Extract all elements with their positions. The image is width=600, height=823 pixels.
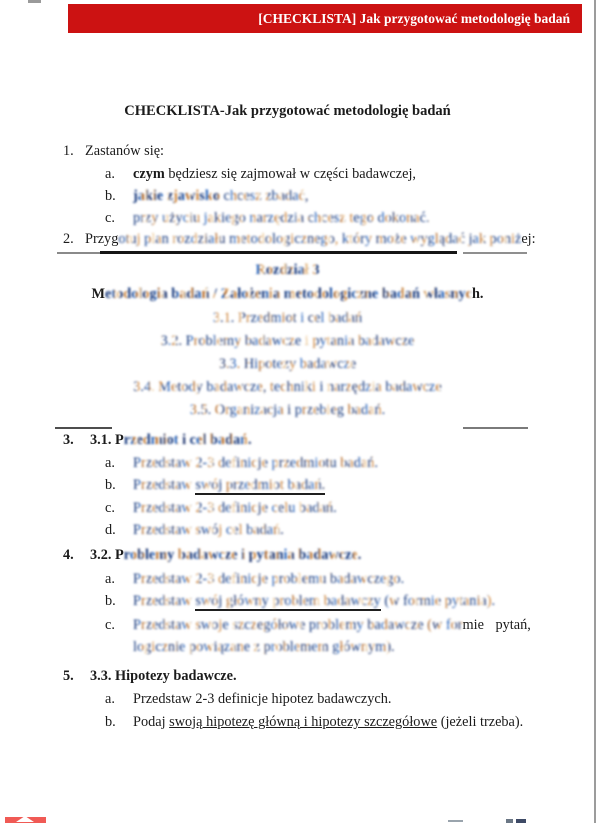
- item-letter: a.: [105, 166, 115, 182]
- list-item-3c: [105, 499, 337, 517]
- page-right-edge: [594, 0, 596, 823]
- toc-line-1: 3.1. Przedmiot i cel badań: [30, 309, 545, 327]
- footer-logo-notch: [16, 816, 34, 822]
- blurred-text: Przedstaw swój cel badań.: [133, 522, 284, 538]
- item-number: 4.: [63, 547, 74, 563]
- underlined-phrase: [195, 593, 380, 611]
- item-letter: a.: [105, 455, 115, 471]
- footer-faint-mark: [448, 820, 463, 822]
- footer-logo: [5, 817, 46, 823]
- blurred-text: Przedstaw: [133, 593, 196, 609]
- list-item-1c: [105, 209, 430, 227]
- underlined-phrase: [195, 477, 325, 495]
- blurred-text: otuj plan rozdziału metodologicznego, który może wyglądać jak poniż: [118, 231, 522, 247]
- toc-line-4: 3.4. Metody badawcze, techniki i narzędzia badawcze: [30, 378, 545, 396]
- horizontal-rule: [100, 251, 457, 254]
- item-text: Przyg: [85, 231, 119, 247]
- item-number: 5.: [63, 668, 74, 684]
- item-text-bold: czym: [133, 166, 165, 182]
- item-letter: d.: [105, 522, 116, 538]
- item-text: mie pytań,: [462, 617, 531, 633]
- item-number: 1.: [63, 143, 74, 159]
- blurred-text: Przedstaw 2-3 definicje celu badań.: [133, 500, 337, 516]
- list-item-4c-line2: [133, 638, 395, 656]
- item-text: Podaj: [133, 714, 170, 730]
- list-item-4a: [105, 570, 404, 588]
- blurred-text: logicznie powiązane z problemem głównym).: [133, 639, 395, 655]
- header-banner-text: [CHECKLISTA] Jak przygotować metodologię badań: [258, 10, 570, 26]
- item-letter: b.: [105, 477, 116, 493]
- blurred-text: Przedstaw 2-3 definicje problemu badawczego.: [133, 571, 405, 587]
- horizontal-rule: [57, 252, 100, 254]
- blurred-text: chcesz zbadać,: [223, 188, 309, 204]
- horizontal-rule: [463, 252, 527, 254]
- heading-lead: 3.2. P: [90, 547, 124, 563]
- item-text: ej:: [521, 231, 536, 247]
- blurred-text: swój główny problem badawczy: [195, 593, 381, 609]
- scan-artifact-speck: [28, 0, 41, 3]
- list-item-1b: [105, 187, 308, 205]
- heading-text: 3.3. Hipotezy badawcze.: [90, 668, 237, 684]
- heading-lead: 3.1. P: [90, 432, 124, 448]
- toc-line-3: 3.3. Hipotezy badawcze: [30, 355, 545, 373]
- list-item-4c: [105, 616, 531, 634]
- footer-faint-mark: [516, 819, 526, 823]
- section-4-heading: [63, 546, 361, 564]
- item-letter: b.: [105, 714, 116, 730]
- toc-line-2: 3.2. Problemy badawcze i pytania badawcze: [30, 332, 545, 350]
- list-item-4b: [105, 592, 495, 610]
- underlined-phrase: swoją hipotezę główną i hipotezy szczegółowe: [169, 714, 438, 730]
- blurred-text: jakie zjawisko: [133, 188, 224, 204]
- blurred-text: przy użyciu jakiego narzędzia chcesz tego dokonać.: [133, 210, 430, 226]
- blurred-text: roblemy badawcze i pytania badawcze.: [123, 547, 362, 563]
- item-text: będziesz się zajmował w części badawczej,: [164, 166, 417, 182]
- item-letter: b.: [105, 188, 116, 204]
- chapter-subtitle: [30, 285, 545, 303]
- header-banner: [68, 4, 582, 33]
- toc-line-5: 3.5. Organizacja i przebieg badań.: [30, 401, 545, 419]
- item-letter: b.: [105, 593, 116, 609]
- page-title: CHECKLISTA-Jak przygotować metodologię badań: [124, 103, 451, 119]
- horizontal-rule: [55, 427, 112, 429]
- blurred-text: swój przedmiot badań.: [195, 477, 326, 493]
- list-item-1: [63, 142, 164, 160]
- list-item-5a: [105, 690, 391, 708]
- blurred-text: (w formie pytania).: [380, 593, 496, 609]
- blurred-text: Przedstaw: [133, 477, 196, 493]
- section-3-heading: [63, 431, 252, 449]
- item-text: Przedstaw 2-3 definicje hipotez badawczych.: [133, 691, 392, 707]
- item-letter: c.: [105, 617, 115, 633]
- item-text: Zastanów się:: [85, 143, 165, 159]
- chapter-heading: Rozdział 3: [30, 261, 545, 279]
- list-item-3a: [105, 454, 378, 472]
- item-letter: a.: [105, 571, 115, 587]
- horizontal-rule: [463, 427, 528, 429]
- item-number: 2.: [63, 231, 74, 247]
- blurred-text: Przedstaw swoje szczegółowe problemy badawcze (w for: [133, 617, 463, 633]
- list-item-3b: [105, 476, 325, 494]
- blurred-text: Przedstaw 2-3 definicje przedmiotu badań.: [133, 455, 378, 471]
- list-item-1a: [105, 165, 416, 183]
- item-text: (jeżeli trzeba).: [437, 714, 524, 730]
- blurred-text: rzedmiot i cel badań.: [123, 432, 252, 448]
- list-item-3d: [105, 521, 284, 539]
- section-5-heading: [63, 667, 237, 685]
- subtitle-lead: M: [91, 286, 105, 302]
- list-item-2: [63, 230, 536, 248]
- item-letter: c.: [105, 210, 115, 226]
- footer-faint-mark: [506, 819, 513, 823]
- item-letter: a.: [105, 691, 115, 707]
- item-letter: c.: [105, 500, 115, 516]
- subtitle-tail: h.: [471, 286, 484, 302]
- list-item-5b: [105, 713, 523, 731]
- item-number: 3.: [63, 432, 74, 448]
- blurred-text: etodologia badań / Założenia metodologiczne badań własnyc: [104, 286, 472, 302]
